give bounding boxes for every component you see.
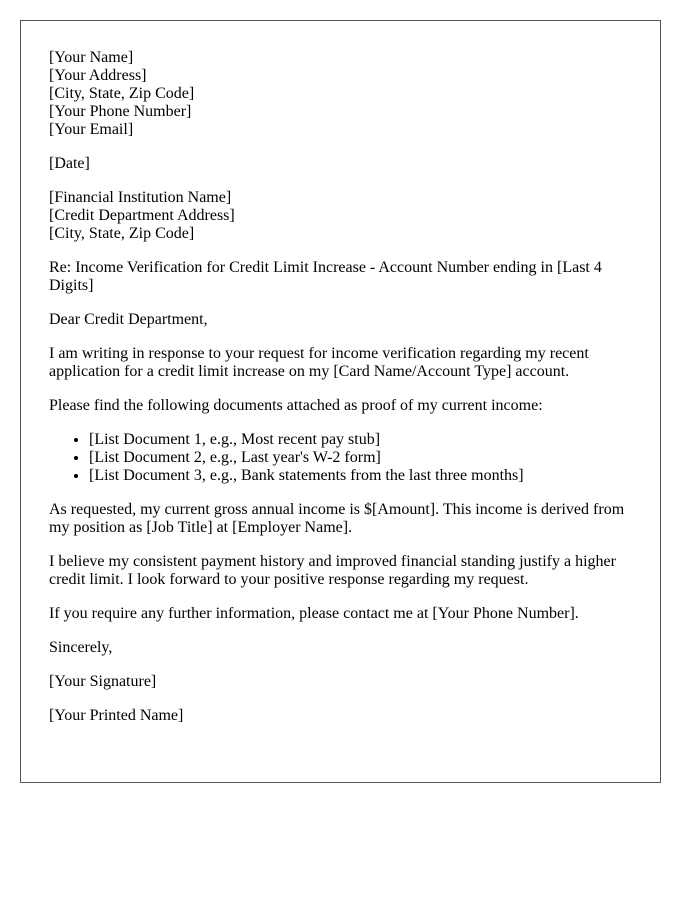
contact-paragraph: If you require any further information, please contact me at [Your Phone Number].	[49, 605, 579, 622]
letter	[20, 20, 661, 783]
recipient-address: [Credit Department Address]	[49, 207, 235, 224]
list-item: • [List Document 1, e.g., Most recent pay stub]	[89, 431, 632, 449]
signature: [Your Signature]	[49, 673, 157, 690]
sender-name: [Your Name]	[49, 49, 134, 66]
intro-paragraph: I am writing in response to your request for income verification regarding my recent application for a credit limit increase on my [Card Name/Account Type] account.	[49, 345, 589, 380]
recipient-block	[49, 189, 632, 243]
list-item: • [List Document 3, e.g., Bank statements from the last three months]	[89, 467, 632, 485]
sender-address: [Your Address]	[49, 67, 147, 84]
sender-block	[49, 49, 632, 139]
justification-paragraph: I believe my consistent payment history and improved financial standing justify a higher credit limit. I look forward to your positive response regarding my request.	[49, 553, 616, 588]
recipient-city: [City, State, Zip Code]	[49, 225, 195, 242]
documents-list	[49, 431, 632, 485]
salutation: Dear Credit Department,	[49, 311, 208, 328]
recipient-name: [Financial Institution Name]	[49, 189, 232, 206]
sender-phone: [Your Phone Number]	[49, 103, 192, 120]
date: [Date]	[49, 155, 90, 172]
income-paragraph: As requested, my current gross annual income is $[Amount]. This income is derived from my position as [Job Title] at [Employer Name].	[49, 501, 625, 536]
sender-email: [Your Email]	[49, 121, 134, 138]
subject-line: Re: Income Verification for Credit Limit Increase - Account Number ending in [Last 4 Digits]	[49, 259, 602, 294]
printed-name: [Your Printed Name]	[49, 707, 184, 724]
sender-city: [City, State, Zip Code]	[49, 85, 195, 102]
list-item: • [List Document 2, e.g., Last year's W-2 form]	[89, 449, 632, 467]
closing: Sincerely,	[49, 639, 113, 656]
documents-intro: Please find the following documents attached as proof of my current income:	[49, 397, 543, 414]
